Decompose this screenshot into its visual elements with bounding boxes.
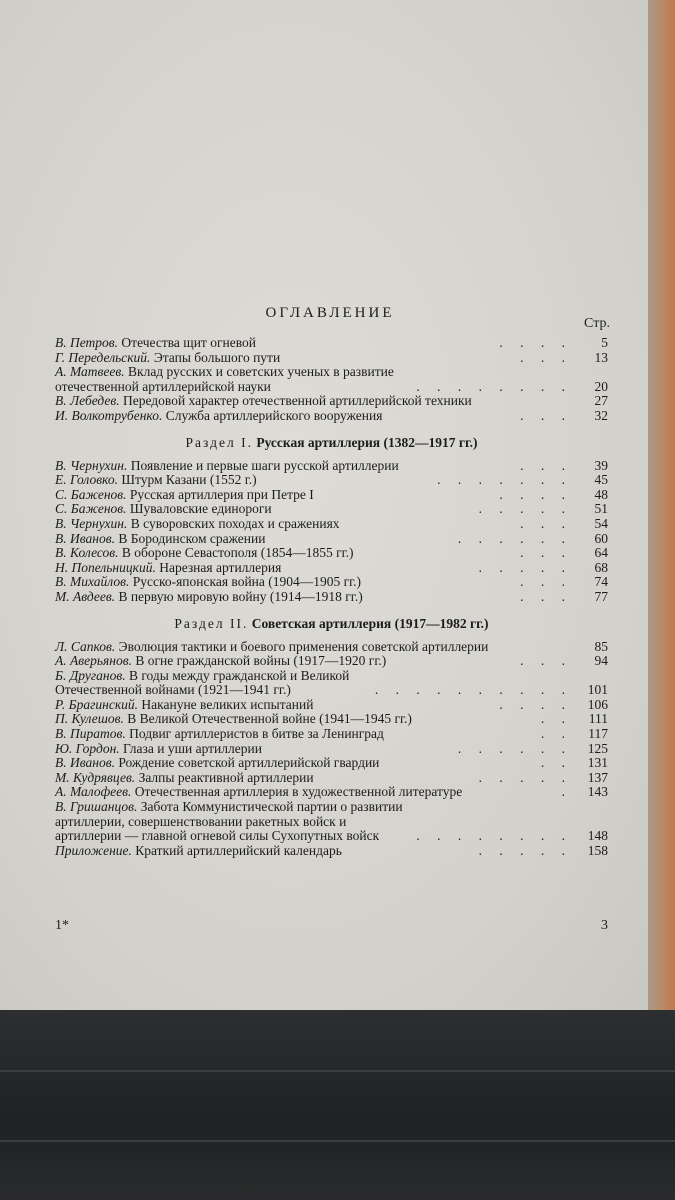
toc-entry-leader: . . . bbox=[520, 457, 572, 473]
toc-entry-leader: . . . . . . . . bbox=[416, 828, 572, 844]
toc-entry bbox=[55, 575, 608, 590]
toc-entry-leader: . . . bbox=[520, 349, 572, 365]
toc-entry-text bbox=[55, 351, 514, 366]
toc-entry bbox=[55, 727, 608, 742]
toc-entry-text bbox=[55, 712, 535, 727]
toc-entry-page: 20 bbox=[594, 378, 608, 394]
toc-entry-leader: . . . . bbox=[499, 696, 572, 712]
toc-entry bbox=[55, 844, 608, 859]
toc-entry bbox=[55, 532, 608, 547]
toc-entry-page: 5 bbox=[601, 335, 608, 350]
toc-entry-title: Глаза и уши артиллерии bbox=[119, 740, 262, 756]
toc-entry-page: 39 bbox=[594, 457, 608, 473]
toc-entry-leader: . . . . . bbox=[478, 501, 572, 517]
toc-entry-author: В. Иванов. bbox=[55, 755, 115, 771]
section-2-years: (1917—1982 гг.) bbox=[394, 615, 489, 631]
toc-entry-title: Появление и первые шаги русской артиллерии bbox=[127, 457, 399, 473]
toc-entry-author: Б. Друганов. bbox=[55, 667, 126, 683]
toc-entry-leader: . . . bbox=[520, 574, 572, 590]
toc-entry-page: 60 bbox=[594, 530, 608, 546]
toc-entry-title: Русская артиллерия при Петре I bbox=[126, 486, 314, 502]
toc-entry-text bbox=[55, 742, 452, 757]
toc-entry-leader: . . . . . . bbox=[457, 740, 572, 756]
toc-entry-title: Подвиг артиллеристов в битве за Ленинград bbox=[125, 726, 384, 742]
toc-entry-page: 148 bbox=[587, 828, 608, 844]
toc-entry-title: В суворовских походах и сражениях bbox=[127, 515, 340, 531]
page-number: 3 bbox=[601, 918, 608, 933]
toc-entry-page: 27 bbox=[594, 393, 608, 409]
toc-entry-text bbox=[55, 800, 410, 844]
toc-entry-text bbox=[55, 365, 410, 394]
toc-entry-leader: . . . . bbox=[499, 335, 572, 350]
toc-entry bbox=[55, 669, 608, 698]
toc-entry bbox=[55, 654, 608, 669]
section-1-years: (1382—1917 гг.) bbox=[383, 434, 478, 450]
toc-entry-author: М. Авдеев. bbox=[55, 588, 116, 604]
toc-entry bbox=[55, 590, 608, 605]
toc-entry-title: Краткий артиллерийский календарь bbox=[131, 842, 342, 858]
toc-entry-page: 45 bbox=[594, 472, 608, 488]
toc-entry-title: Отечества щит огневой bbox=[118, 335, 256, 350]
toc-entry-text bbox=[55, 698, 493, 713]
toc-entry-title: Передовой характер отечественной артиллерийской техники bbox=[119, 393, 472, 409]
toc-entry-page: 106 bbox=[587, 696, 608, 712]
toc-entry bbox=[55, 459, 608, 474]
section-1-title: Русская артиллерия bbox=[256, 434, 381, 450]
toc-entry-author: Приложение. bbox=[55, 842, 132, 858]
toc-entry-title: В Великой Отечественной войне (1941—1945 гг.) bbox=[123, 711, 412, 727]
toc-entry-text bbox=[55, 488, 493, 503]
toc-entry-title: Отечественная артиллерия в художественной литературе bbox=[131, 784, 463, 800]
toc-entry bbox=[55, 488, 608, 503]
toc-entry-page: 158 bbox=[587, 842, 608, 858]
toc-entry-leader: . . . . bbox=[499, 486, 572, 502]
toc-entry-author: А. Матвеев. bbox=[55, 364, 125, 380]
toc-entry-text bbox=[55, 669, 369, 698]
toc-entry-leader: . . . . . . bbox=[457, 530, 572, 546]
toc-entry-author: В. Колесов. bbox=[55, 545, 119, 561]
toc-entry-author: В. Лебедев. bbox=[55, 393, 120, 409]
toc-entry-title: В годы между гражданской и Великой Отечественной войнами (1921—1941 гг.) bbox=[55, 667, 350, 698]
toc-entry-title: Служба артиллерийского вооружения bbox=[162, 407, 383, 423]
book-page-edge bbox=[645, 0, 675, 1020]
toc-entry-page: 101 bbox=[587, 682, 608, 698]
toc-entry-author: В. Чернухин. bbox=[55, 515, 128, 531]
toc-entry-leader: . . bbox=[540, 711, 572, 727]
toc-entry-author: Р. Брагинский. bbox=[55, 696, 139, 712]
toc-entry-page: 32 bbox=[594, 407, 608, 423]
toc-entry-title: В Бородинском сражении bbox=[114, 530, 266, 546]
section-2-title: Советская артиллерия bbox=[251, 615, 392, 631]
toc-entry-author: В. Петров. bbox=[55, 335, 119, 350]
toc-entry-title: Нарезная артиллерия bbox=[155, 559, 282, 575]
toc-entry-text bbox=[55, 640, 566, 655]
toc-entry-text bbox=[55, 336, 493, 351]
toc-entry-text bbox=[55, 459, 514, 474]
toc-entry-author: М. Кудрявцев. bbox=[55, 769, 136, 785]
table-background bbox=[0, 1010, 675, 1200]
toc-entry-page: 48 bbox=[594, 486, 608, 502]
toc-entry-title: Накануне великих испытаний bbox=[138, 696, 314, 712]
toc-entry-author: А. Малофеев. bbox=[55, 784, 132, 800]
toc-entry bbox=[55, 800, 608, 844]
toc-entry-text bbox=[55, 654, 514, 669]
toc-entry-author: Н. Попельницкий. bbox=[55, 559, 156, 575]
toc-entry bbox=[55, 546, 608, 561]
toc-entry bbox=[55, 473, 608, 488]
toc-entry-leader: . . . . . . . . . . bbox=[374, 682, 572, 698]
section-1-heading bbox=[55, 435, 608, 451]
toc-entry-text bbox=[55, 590, 514, 605]
toc-entry-author: Г. Передельский. bbox=[55, 349, 151, 365]
toc-entry bbox=[55, 698, 608, 713]
toc-entry-page: 94 bbox=[594, 653, 608, 669]
toc-entry-text bbox=[55, 546, 514, 561]
toc-entry bbox=[55, 742, 608, 757]
toc-entry-title: Эволюция тактики и боевого применения советской артиллерии bbox=[115, 638, 489, 654]
toc-entry bbox=[55, 502, 608, 517]
toc-entry-text bbox=[55, 409, 514, 424]
table-of-contents bbox=[55, 336, 608, 858]
toc-entry-author: И. Волкотрубенко. bbox=[55, 407, 163, 423]
toc-entry-leader: . . . bbox=[520, 653, 572, 669]
toc-entry-author: С. Баженов. bbox=[55, 486, 127, 502]
toc-entry-page: 68 bbox=[594, 559, 608, 575]
toc-entry-text bbox=[55, 727, 535, 742]
toc-entry bbox=[55, 785, 608, 800]
intro-entries bbox=[55, 336, 608, 424]
toc-entry bbox=[55, 336, 608, 351]
section-2-heading bbox=[55, 616, 608, 632]
toc-entry bbox=[55, 771, 608, 786]
toc-entry-leader: . . . bbox=[520, 407, 572, 423]
toc-entry-text bbox=[55, 575, 514, 590]
toc-entry-text bbox=[55, 532, 452, 547]
toc-entry-leader: . . bbox=[540, 726, 572, 742]
section-1-entries bbox=[55, 459, 608, 605]
toc-entry-page: 131 bbox=[587, 755, 608, 771]
toc-entry-author: В. Гришанцов. bbox=[55, 799, 138, 815]
toc-entry-text bbox=[55, 756, 535, 771]
toc-entry bbox=[55, 409, 608, 424]
toc-entry-author: В. Чернухин. bbox=[55, 457, 128, 473]
toc-entry-author: В. Пиратов. bbox=[55, 726, 126, 742]
toc-entry-leader: . . . . . bbox=[478, 769, 572, 785]
toc-entry-title: Русско-японская война (1904—1905 гг.) bbox=[129, 574, 362, 590]
toc-entry bbox=[55, 640, 608, 655]
toc-entry-author: Ю. Гордон. bbox=[55, 740, 120, 756]
toc-entry-author: Л. Сапков. bbox=[55, 638, 116, 654]
toc-entry bbox=[55, 365, 608, 394]
toc-entry-title: Этапы большого пути bbox=[150, 349, 281, 365]
section-2-prefix: Раздел II. bbox=[174, 615, 249, 631]
toc-entry bbox=[55, 756, 608, 771]
toc-entry-page: 117 bbox=[588, 726, 608, 742]
toc-entry-text bbox=[55, 785, 556, 800]
toc-title: ОГЛАВЛЕНИЕ bbox=[265, 305, 395, 321]
toc-entry-author: С. Баженов. bbox=[55, 501, 127, 517]
toc-entry-page: 143 bbox=[587, 784, 608, 800]
toc-entry-title: Шуваловские единороги bbox=[126, 501, 272, 517]
page-column-label: Стр. bbox=[584, 316, 610, 331]
section-2-entries bbox=[55, 640, 608, 859]
toc-entry-author: В. Михайлов. bbox=[55, 574, 130, 590]
toc-entry-page: 77 bbox=[594, 588, 608, 604]
toc-entry-leader: . . . . . . . bbox=[437, 472, 572, 488]
toc-entry-leader: . . . . . . . . bbox=[416, 378, 572, 394]
toc-entry-title: В огне гражданской войны (1917—1920 гг.) bbox=[131, 653, 387, 669]
section-1-prefix: Раздел I. bbox=[185, 434, 253, 450]
toc-entry-text bbox=[55, 394, 566, 409]
toc-entry-leader: . bbox=[561, 784, 572, 800]
toc-entry bbox=[55, 712, 608, 727]
toc-entry bbox=[55, 394, 608, 409]
toc-entry-author: П. Кулешов. bbox=[55, 711, 124, 727]
toc-entry bbox=[55, 351, 608, 366]
toc-entry-page: 74 bbox=[594, 574, 608, 590]
toc-entry-leader: . . . . . bbox=[478, 842, 572, 858]
toc-entry-title: Забота Коммунистической партии о развитии артиллерии, совершенствовании ракетных войск и артиллерии — главной огневой силы Сухопутных войск bbox=[55, 799, 403, 844]
toc-entry-leader: . . . bbox=[520, 588, 572, 604]
toc-entry-text bbox=[55, 502, 473, 517]
toc-entry-page: 54 bbox=[594, 515, 608, 531]
toc-entry-title: Штурм Казани (1552 г.) bbox=[117, 472, 257, 488]
toc-entry-page: 64 bbox=[594, 545, 608, 561]
toc-entry-leader: . . . bbox=[520, 515, 572, 531]
toc-entry-page: 125 bbox=[587, 740, 608, 756]
toc-entry-author: Е. Головко. bbox=[55, 472, 118, 488]
toc-entry-leader: . . . . . bbox=[478, 559, 572, 575]
toc-entry-title: Рождение советской артиллерийской гвардии bbox=[114, 755, 380, 771]
toc-entry bbox=[55, 561, 608, 576]
toc-entry-page: 13 bbox=[594, 349, 608, 365]
toc-entry-page: 111 bbox=[588, 711, 608, 727]
toc-entry-page: 137 bbox=[587, 769, 608, 785]
toc-entry-leader: . . . bbox=[520, 545, 572, 561]
toc-entry-text bbox=[55, 844, 473, 859]
toc-entry-page: 85 bbox=[594, 638, 608, 654]
toc-entry-title: В обороне Севастополя (1854—1855 гг.) bbox=[118, 545, 354, 561]
signature-mark: 1* bbox=[55, 918, 69, 933]
toc-entry bbox=[55, 517, 608, 532]
toc-entry-title: Вклад русских и советских ученых в развитие отечественной артиллерийской науки bbox=[55, 364, 394, 394]
toc-entry-text bbox=[55, 473, 431, 488]
toc-entry-text bbox=[55, 561, 473, 576]
toc-entry-author: В. Иванов. bbox=[55, 530, 115, 546]
toc-entry-title: В первую мировую войну (1914—1918 гг.) bbox=[115, 588, 363, 604]
toc-entry-text bbox=[55, 517, 514, 532]
toc-entry-text bbox=[55, 771, 473, 786]
toc-entry-leader: . . bbox=[540, 755, 572, 771]
toc-entry-author: А. Аверьянов. bbox=[55, 653, 132, 669]
toc-entry-page: 51 bbox=[594, 501, 608, 517]
toc-entry-title: Залпы реактивной артиллерии bbox=[135, 769, 314, 785]
